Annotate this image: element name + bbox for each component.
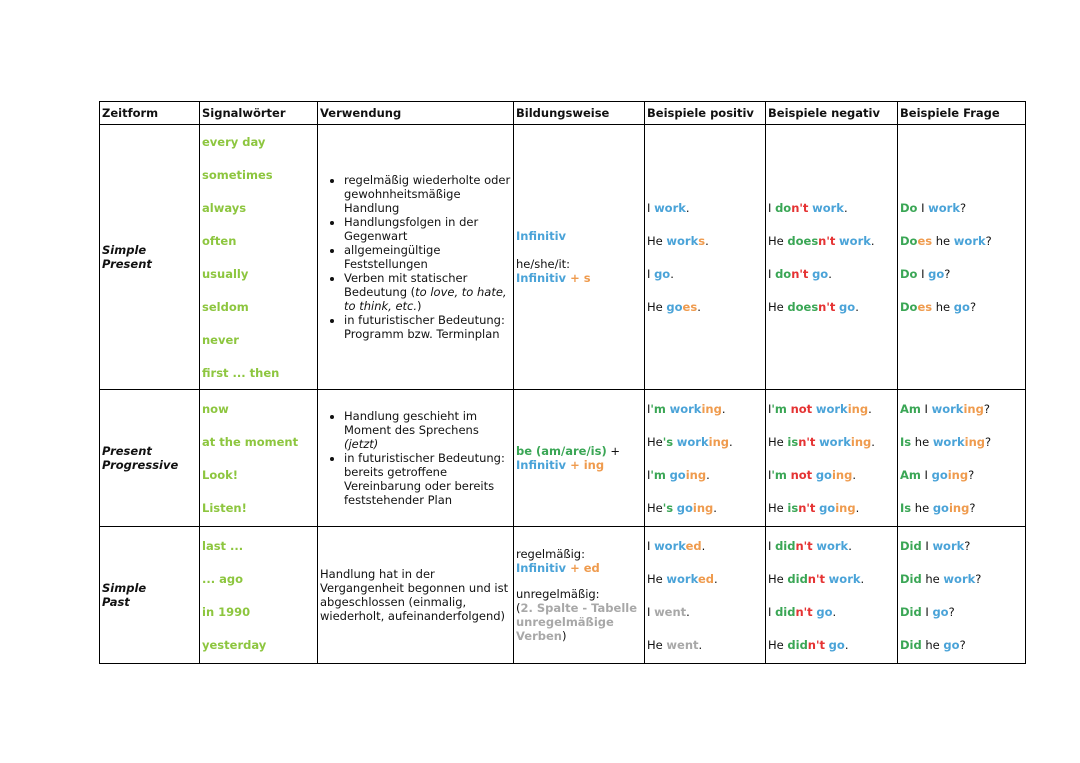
example-part: He [647,299,667,314]
example-part: I [768,200,776,215]
signal-word: ... ago [202,571,244,586]
header-signalwoerter: Signalwörter [200,102,318,125]
example-part: He [647,434,663,449]
example-part: go [953,299,970,314]
example-part: n't [791,200,809,215]
example-part: . [706,467,710,482]
example-part: ? [969,299,977,314]
header-beispiele-negativ: Beispiele negativ [766,102,898,125]
examples-progressive-negative [766,390,898,527]
example-part: go [828,637,845,652]
example-part: 's [662,500,674,515]
example-part: n't [818,233,836,248]
signal-word: seldom [202,299,249,314]
example-sentence [647,491,763,524]
examples-present-negative [766,125,898,390]
example-part: . [855,299,859,314]
tense-line: Present [102,257,152,271]
example-part: ? [948,604,955,619]
examples-present-positive [645,125,766,390]
form-rule [516,444,642,458]
form-part: be (am/are/is) [516,444,607,458]
tense-simple-past [100,527,200,664]
signal-word: sometimes [202,167,273,182]
example-part: go [932,500,949,515]
example-part: I [917,200,929,215]
form-part: ed [583,561,600,575]
example-part: . [852,467,856,482]
example-part: ing [701,401,722,416]
example-part: He [647,233,667,248]
form-part: s [583,271,591,285]
example-part: . [713,571,718,586]
example-part: n't [818,299,836,314]
example-part: ? [968,467,975,482]
example-part: I [647,538,655,553]
example-sentence [768,191,895,224]
example-sentence [900,529,1023,562]
usage-item: • allgemeingültige Feststellungen [344,243,511,271]
example-part: . [832,604,837,619]
usage-simple-past: Handlung hat in der Vergangenheit begonnen und ist abgeschlossen (einmalig, wiederholt, aufeinanderfolgend) [318,527,514,664]
example-part: n't [791,266,809,281]
example-part: he [911,434,933,449]
example-part: go [676,500,693,515]
example-part: es [682,299,698,314]
example-part: does [787,233,819,248]
example-part: He [647,500,663,515]
example-part: I [768,401,772,416]
example-part: n't [795,538,813,553]
example-part: I [768,266,776,281]
usage-item: • in futuristischer Bedeutung: Programm bzw. Terminplan [344,313,511,341]
example-sentence [768,562,895,595]
example-sentence [900,290,1023,323]
example-part: go [932,604,949,619]
usage-item [344,271,511,313]
example-part: go [839,299,856,314]
example-sentence [768,257,895,290]
example-part: . [685,200,690,215]
row-simple-past [100,527,1026,664]
example-part: go [928,266,945,281]
example-part: n't [798,434,816,449]
example-part: . [698,637,703,652]
example-part: . [828,266,832,281]
example-sentence [768,224,895,257]
example-sentence [647,458,763,491]
example-part: work [676,434,709,449]
example-part: did [787,637,808,652]
example-part: ? [959,637,966,652]
example-sentence [647,529,763,562]
usage-item: • regelmäßig wiederholte oder gewohnheitsmäßige Handlung [344,173,511,215]
example-sentence [647,425,763,458]
form-part: Infinitiv [516,271,567,285]
example-part: work [654,538,686,553]
usage-text: Verben mit statischer Bedeutung ( [344,271,468,299]
example-sentence [900,628,1023,661]
example-part: go [816,604,833,619]
example-sentence [900,392,1023,425]
example-part: work [932,434,965,449]
example-part: go [669,467,686,482]
example-part: n't [807,637,826,652]
example-part: Do [900,266,918,281]
form-present-progressive [514,390,645,527]
example-part: ed [697,571,714,586]
example-part: not [790,467,813,482]
form-rule [516,561,642,575]
form-irregular-label: unregelmäßig: [516,587,600,601]
form-rule [516,271,642,285]
example-sentence [900,562,1023,595]
signal-word: at the moment [202,434,299,449]
tense-line: Simple [102,243,147,257]
example-part: do [775,266,792,281]
form-part: ing [583,458,605,472]
row-simple-present [100,125,1026,390]
example-part: work [666,233,699,248]
example-part: go [943,637,960,652]
example-part: he [932,299,954,314]
example-part: go [654,266,671,281]
example-part: did [775,538,796,553]
example-sentence [768,458,895,491]
example-part: work [816,538,849,553]
example-part: go [931,467,948,482]
example-part: I [921,538,933,553]
example-part: Am [900,401,921,416]
tense-line: Past [102,595,130,609]
example-part: ing [850,434,872,449]
usage-italic: (jetzt) [344,437,379,451]
example-part: I [647,604,655,619]
example-part: Did [900,538,922,553]
signal-word: in 1990 [202,604,251,619]
example-part: went [654,604,687,619]
example-part: . [721,401,726,416]
form-part: + [566,458,584,472]
form-he-she-it: he/she/it: [516,257,571,271]
signals-present-progressive [200,390,318,527]
example-part: Is [900,500,912,515]
example-part: Is [900,434,912,449]
example-sentence [647,595,763,628]
tense-line: Progressive [102,458,179,472]
example-part: work [943,571,976,586]
tense-present-progressive [100,390,200,527]
signals-simple-present [200,125,318,390]
example-sentence [900,491,1023,524]
example-part: Do [900,233,918,248]
example-part: went [666,637,699,652]
example-part: he [921,637,944,652]
example-part: He [768,299,788,314]
example-part: do [775,200,792,215]
example-part: 'm [771,401,787,416]
example-part: did [787,571,808,586]
form-part: + [606,444,624,458]
example-part: es [917,233,933,248]
usage-simple-present [318,125,514,390]
example-part: . [697,299,701,314]
header-row [100,102,1026,125]
example-part: ing [708,434,729,449]
example-part: He [768,500,788,515]
form-part: ) [561,629,567,643]
example-part: I [920,401,932,416]
row-present-progressive [100,390,1026,527]
example-sentence [647,257,763,290]
example-part: n't [798,500,816,515]
example-part: . [848,538,852,553]
example-sentence [647,392,763,425]
signals-simple-past [200,527,318,664]
example-part: did [775,604,796,619]
example-part: ? [969,500,976,515]
example-part: I [647,200,655,215]
header-beispiele-frage: Beispiele Frage [898,102,1026,125]
example-part: work [828,571,861,586]
example-part: he [932,233,954,248]
example-part: Did [900,571,922,586]
usage-present-progressive [318,390,514,527]
example-part: Do [900,299,918,314]
signal-word: every day [202,134,266,149]
example-part: work [815,401,848,416]
form-part: Infinitiv [516,561,567,575]
examples-past-question [898,527,1026,664]
example-part: I [768,467,772,482]
example-sentence [647,562,763,595]
example-sentence [900,224,1023,257]
example-part: I [768,604,776,619]
example-part: . [729,434,733,449]
example-part: He [647,637,667,652]
example-part: He [768,637,788,652]
example-part: work [932,538,965,553]
example-part: work [953,233,986,248]
example-sentence [647,224,763,257]
example-part: Do [900,200,918,215]
example-part: I [920,467,932,482]
example-part: He [768,233,788,248]
example-part: n't [807,571,826,586]
example-part: work [654,200,686,215]
example-part: ? [985,233,992,248]
tense-line: Simple [102,581,147,595]
example-part: he [911,500,933,515]
form-part: ( [516,601,521,615]
example-part: I [917,266,929,281]
tense-line: Present [102,444,152,458]
example-part: . [855,500,860,515]
example-part: ? [985,434,992,449]
example-sentence [900,458,1023,491]
example-part: go [812,266,829,281]
example-part: is [787,434,799,449]
signal-word: yesterday [202,637,267,652]
example-sentence [768,290,895,323]
example-part: . [844,637,849,652]
example-part: Did [900,637,922,652]
form-simple-past [514,527,645,664]
example-part: Did [900,604,922,619]
example-part: 'm [650,467,666,482]
example-part: es [917,299,933,314]
example-part: ? [964,538,971,553]
example-part: ? [983,401,990,416]
example-part: ing [831,467,853,482]
example-part: . [686,604,690,619]
example-part: . [713,500,717,515]
example-part: ing [847,401,869,416]
example-sentence [647,191,763,224]
example-part: work [931,401,964,416]
header-bildungsweise: Bildungsweise [514,102,645,125]
example-part: work [928,200,961,215]
examples-past-positive [645,527,766,664]
signal-word: always [202,200,247,215]
signal-word: Look! [202,467,239,482]
signal-word: Listen! [202,500,247,515]
example-part: ? [960,200,967,215]
example-sentence [768,529,895,562]
signal-word: often [202,233,237,248]
example-part: work [666,571,698,586]
tense-table [99,101,1026,664]
usage-item: • Handlungsfolgen in der Gegenwart [344,215,511,243]
example-part: he [921,571,944,586]
example-part: ing [685,467,707,482]
example-part: ed [685,538,702,553]
example-sentence [768,595,895,628]
example-part: 's [662,434,674,449]
example-part: work [669,401,702,416]
example-part: ? [975,571,982,586]
example-part: I [768,538,776,553]
example-part: Am [900,467,921,482]
example-part: He [768,571,788,586]
usage-text: Handlung geschieht im Moment des Sprechens [344,409,479,437]
example-part: go [819,500,836,515]
form-rule [516,458,642,472]
example-sentence [900,191,1023,224]
example-part: . [871,434,875,449]
usage-item [344,409,511,451]
example-part: not [790,401,813,416]
example-part: He [768,434,788,449]
example-part: . [843,200,848,215]
example-part: I [921,604,933,619]
usage-italic: to love, to hate, to think, etc. [344,285,507,313]
example-part: ing [948,500,970,515]
example-part: work [819,434,851,449]
usage-item: • in futuristischer Bedeutung: bereits getroffene Vereinbarung oder bereits feststehender Plan [344,451,511,507]
header-zeitform: Zeitform [100,102,200,125]
example-sentence [768,392,895,425]
form-part: + [566,561,584,575]
example-part: ? [944,266,951,281]
form-part: + [566,271,584,285]
example-part: go [666,299,683,314]
header-beispiele-positiv: Beispiele positiv [645,102,766,125]
form-simple-present [514,125,645,390]
example-sentence [768,491,895,524]
usage-text: ) [417,299,422,313]
form-part: 2. Spalte - Tabelle unregelmäßige Verben [516,601,638,643]
example-part: s [698,233,706,248]
header-verwendung: Verwendung [318,102,514,125]
example-part: I [647,467,651,482]
example-part: ing [963,401,984,416]
example-sentence [768,628,895,661]
example-part: ing [835,500,856,515]
example-part: is [787,500,799,515]
example-part: work [812,200,844,215]
example-part: ing [964,434,986,449]
example-part: ing [947,467,969,482]
example-part: 'm [650,401,666,416]
example-sentence [900,257,1023,290]
examples-progressive-positive [645,390,766,527]
example-sentence [647,290,763,323]
signal-word: never [202,332,239,347]
example-part: . [705,233,709,248]
form-part: Infinitiv [516,458,567,472]
example-sentence [900,595,1023,628]
form-infinitiv: Infinitiv [516,229,567,243]
examples-past-negative [766,527,898,664]
example-part: . [870,233,875,248]
example-part: . [860,571,865,586]
examples-present-question [898,125,1026,390]
example-part: work [839,233,871,248]
form-regular-label: regelmäßig: [516,547,585,561]
example-part: does [787,299,819,314]
example-part: . [670,266,674,281]
example-part: go [815,467,832,482]
example-sentence [768,425,895,458]
example-part: I [647,266,655,281]
example-part: ing [692,500,714,515]
tense-simple-present [100,125,200,390]
example-part: He [647,571,667,586]
example-sentence [900,425,1023,458]
example-part: I [647,401,651,416]
signal-word: last ... [202,538,244,553]
signal-word: usually [202,266,249,281]
signal-word: first ... then [202,365,280,380]
example-part: . [868,401,872,416]
example-part: n't [795,604,813,619]
example-sentence [647,628,763,661]
signal-word: now [202,401,229,416]
example-part: . [701,538,706,553]
form-irregular-ref [516,601,642,643]
examples-progressive-question [898,390,1026,527]
example-part: 'm [771,467,787,482]
